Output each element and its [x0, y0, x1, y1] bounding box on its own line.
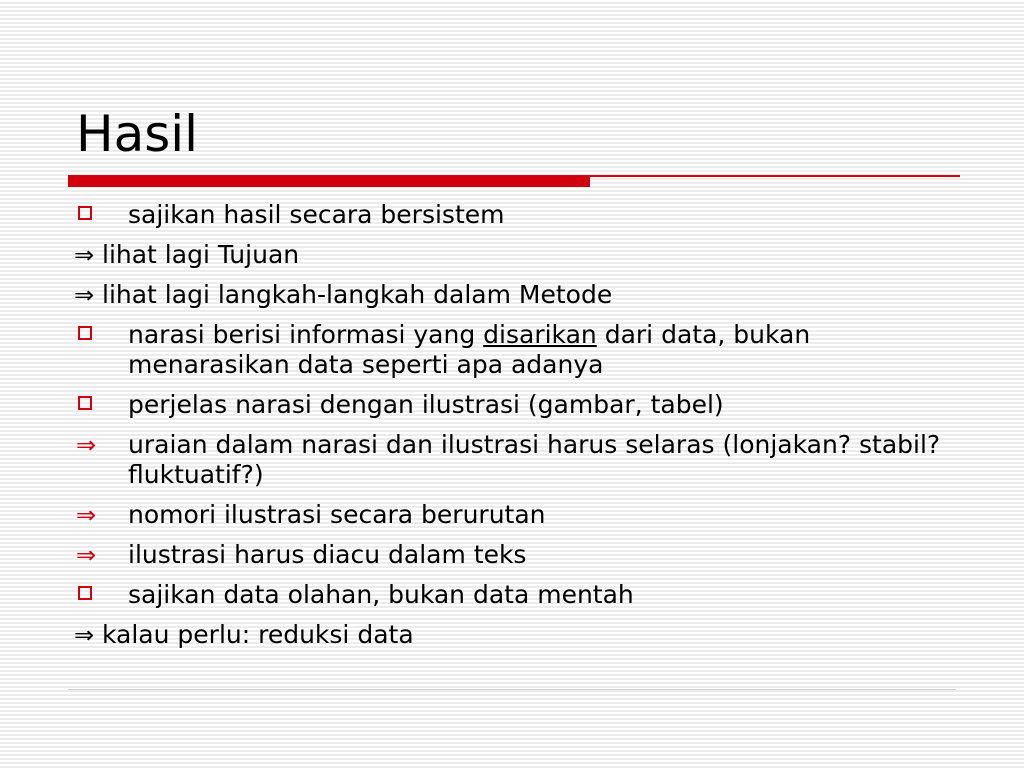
- implies-arrow-icon: ⇒: [74, 241, 95, 269]
- underlined-term: disarikan: [483, 320, 597, 349]
- hollow-square-bullet-icon: [78, 206, 92, 220]
- list-item: [74, 200, 964, 230]
- list-item-text: lihat lagi langkah-langkah dalam Metode: [102, 280, 613, 309]
- list-item: [74, 620, 964, 650]
- implies-arrow-icon: ⇒: [76, 541, 97, 569]
- list-item-text: sajikan hasil secara bersistem: [128, 200, 505, 229]
- text-segment: dari data, bukan menarasikan data seperti apa adanya: [128, 320, 811, 379]
- list-item: [74, 390, 964, 420]
- list-item-text: sajikan data olahan, bukan data mentah: [128, 580, 634, 609]
- text-segment: narasi berisi informasi yang: [128, 320, 484, 349]
- title-underline-thin: [590, 175, 960, 177]
- implies-arrow-icon: ⇒: [74, 281, 95, 309]
- slide-title: Hasil: [76, 105, 199, 163]
- implies-arrow-icon: ⇒: [74, 621, 95, 649]
- title-underline-thick: [68, 175, 590, 187]
- list-item: [74, 580, 964, 610]
- bullet-list: [74, 200, 964, 660]
- list-item-text: kalau perlu: reduksi data: [102, 620, 414, 649]
- list-item-text: nomori ilustrasi secara berurutan: [128, 500, 546, 529]
- list-item-text: ilustrasi harus diacu dalam teks: [128, 540, 527, 569]
- hollow-square-bullet-icon: [78, 326, 92, 340]
- hollow-square-bullet-icon: [78, 586, 92, 600]
- list-item: [74, 500, 964, 530]
- list-item: [74, 540, 964, 570]
- implies-arrow-icon: ⇒: [76, 431, 97, 459]
- hollow-square-bullet-icon: [78, 396, 92, 410]
- list-item-text: [128, 320, 810, 379]
- implies-arrow-icon: ⇒: [76, 501, 97, 529]
- list-item: [74, 280, 964, 310]
- title-underline: [68, 175, 960, 187]
- list-item: [74, 320, 964, 380]
- list-item: [74, 240, 964, 270]
- list-item-text: uraian dalam narasi dan ilustrasi harus selaras (lonjakan? stabil? fluktuatif?): [128, 430, 941, 489]
- list-item-text: perjelas narasi dengan ilustrasi (gambar, tabel): [128, 390, 724, 419]
- list-item: [74, 430, 964, 490]
- list-item-text: lihat lagi Tujuan: [102, 240, 300, 269]
- footer-divider: [68, 689, 956, 690]
